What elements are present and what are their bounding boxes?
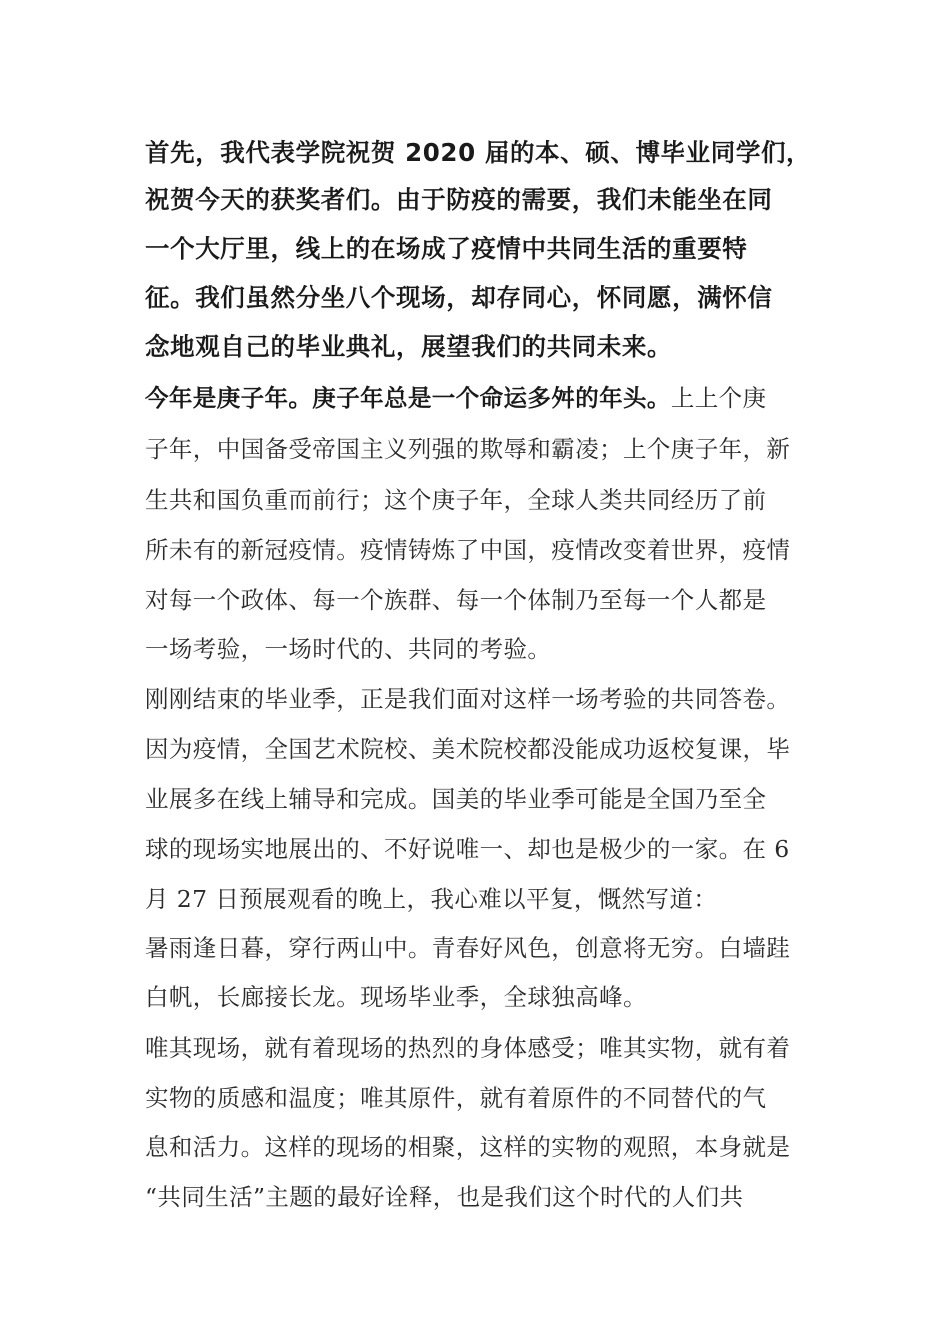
gengzi-line-2: 子年，中国备受帝国主义列强的欺辱和霸凌；上个庚子年，新 xyxy=(145,435,791,463)
onsite-line-3: 息和活力。这样的现场的相聚，这样的实物的观照，本身就是 xyxy=(145,1133,791,1161)
intro-line-4: 征。我们虽然分坐八个现场，却存同心，怀同愿，满怀信 xyxy=(145,283,773,312)
gengzi-first-line-rest: 上上个庚 xyxy=(670,384,767,412)
intro-line-2: 祝贺今天的获奖者们。由于防疫的需要，我们未能坐在同 xyxy=(145,185,773,214)
graduation-line-1: 刚刚结束的毕业季，正是我们面对这样一场考验的共同答卷。 xyxy=(145,685,791,713)
onsite-line-4: “共同生活”主题的最好诠释，也是我们这个时代的人们共 xyxy=(145,1183,744,1211)
graduation-line-3: 业展多在线上辅导和完成。国美的毕业季可能是全国乃至全 xyxy=(145,785,767,813)
intro-line-5: 念地观自己的毕业典礼，展望我们的共同未来。 xyxy=(145,332,673,361)
poem-line-1: 暑雨逢日暮，穿行两山中。青春好风色，创意将无穷。白墙跬 xyxy=(145,934,791,962)
poem-line-2: 白帆，长廊接长龙。现场毕业季，全球独高峰。 xyxy=(145,983,647,1011)
onsite-line-2: 实物的质感和温度；唯其原件，就有着原件的不同替代的气 xyxy=(145,1084,767,1112)
gengzi-line-1 xyxy=(145,378,845,418)
gengzi-line-3: 生共和国负重而前行；这个庚子年，全球人类共同经历了前 xyxy=(145,486,767,514)
gengzi-line-4: 所未有的新冠疫情。疫情铸炼了中国，疫情改变着世界，疫情 xyxy=(145,536,791,564)
gengzi-line-6: 一场考验，一场时代的、共同的考验。 xyxy=(145,635,552,663)
graduation-line-4: 球的现场实地展出的、不好说唯一、却也是极少的一家。在 6 xyxy=(145,835,790,863)
graduation-line-5: 月 27 日预展观看的晚上，我心难以平复，慨然写道： xyxy=(145,885,718,913)
gengzi-bold-lead: 今年是庚子年。庚子年总是一个命运多舛的年头。 xyxy=(145,384,671,412)
intro-line-1: 首先，我代表学院祝贺 2020 届的本、硕、博毕业同学们， xyxy=(145,138,812,167)
intro-line-3: 一个大厅里，线上的在场成了疫情中共同生活的重要特 xyxy=(145,234,748,263)
onsite-line-1: 唯其现场，就有着现场的热烈的身体感受；唯其实物，就有着 xyxy=(145,1034,791,1062)
gengzi-line-5: 对每一个政体、每一个族群、每一个体制乃至每一个人都是 xyxy=(145,586,767,614)
graduation-line-2: 因为疫情，全国艺术院校、美术院校都没能成功返校复课，毕 xyxy=(145,735,791,763)
